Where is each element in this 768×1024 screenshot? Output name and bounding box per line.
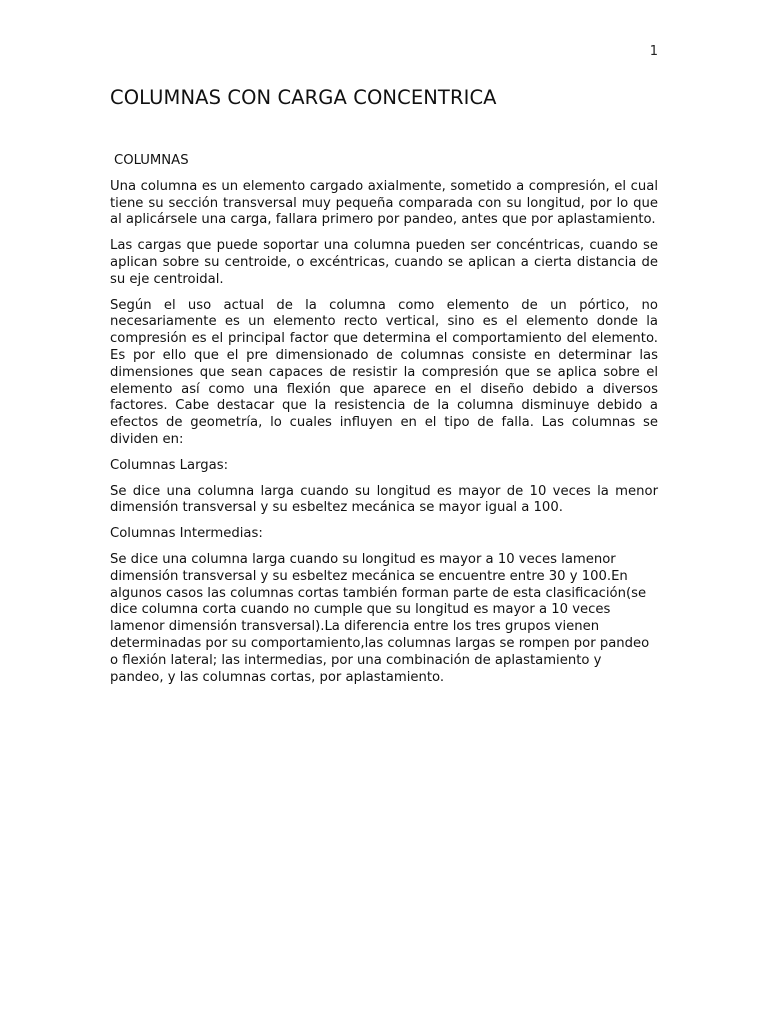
paragraph-definition: Una columna es un elemento cargado axialmente, sometido a compresión, el cual tiene su sección transversal muy pequeña comparada con su longitud, por lo que al aplicársele una carga, fallara primero por pandeo, antes que por aplastamiento.: [110, 178, 658, 228]
paragraph-columnas-intermedias: Se dice una columna larga cuando su longitud es mayor a 10 veces lamenor dimensión transversal y su esbeltez mecánica se encuentre entre 30 y 100.En algunos casos las columnas cortas también forman parte de esta clasificación(se dice columna corta cuando no cumple que su longitud es mayor a 10 veces lamenor dimensión transversal).La diferencia entre los tres grupos vienen determinadas por su comportamiento,las columnas largas se rompen por pandeo o flexión lateral; las intermedias, por una combinación de aplastamiento y pandeo, y las columnas cortas, por aplastamiento.: [110, 551, 650, 685]
document-body: [110, 153, 658, 695]
paragraph-usage: Según el uso actual de la columna como elemento de un pórtico, no necesariamente es un elemento recto vertical, sino es el elemento donde la compresión es el principal factor que determina el comportamiento del elemento. Es por ello que el pre dimensionado de columnas consiste en determinar las dimensiones que sean capaces de resistir la compresión que se aplica sobre el elemento así como una flexión que aparece en el diseño debido a diversos factores. Cabe destacar que la resistencia de la columna disminuye debido a efectos de geometría, lo cuales influyen en el tipo de falla. Las columnas se dividen en:: [110, 297, 658, 447]
subheading-columnas-largas: Columnas Largas:: [110, 457, 229, 473]
document-title: COLUMNAS CON CARGA CONCENTRICA: [110, 86, 497, 109]
paragraph-columnas-largas: Se dice una columna larga cuando su longitud es mayor de 10 veces la menor dimensión transversal y su esbeltez mecánica se mayor igual a 100.: [110, 483, 658, 516]
page-number: 1: [649, 44, 658, 59]
subheading-columnas-intermedias: Columnas Intermedias:: [110, 526, 263, 542]
paragraph-loads: Las cargas que puede soportar una columna pueden ser concéntricas, cuando se aplican sobre su centroide, o excéntricas, cuando se aplican a cierta distancia de su eje centroidal.: [110, 238, 658, 287]
section-heading-columnas: COLUMNAS: [114, 153, 189, 168]
